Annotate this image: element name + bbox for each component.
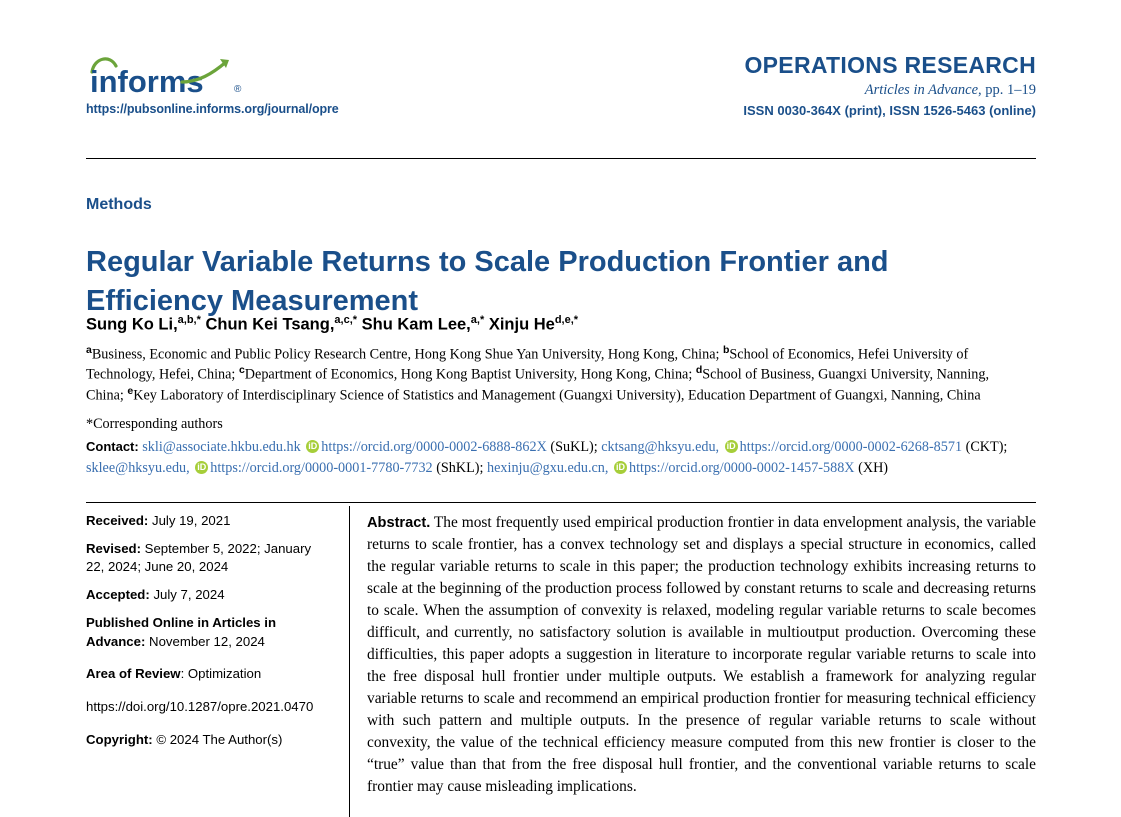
orcid-link[interactable]: https://orcid.org/0000-0002-1457-588X: [629, 460, 855, 477]
orcid-icon: [614, 461, 627, 474]
abstract-block: [367, 512, 1036, 798]
copyright-meta: [86, 731, 331, 750]
orcid-link[interactable]: https://orcid.org/0000-0001-7780-7732: [210, 460, 433, 477]
revised-value: September 5, 2022; January 22, 2024; June 20, 2024: [86, 540, 312, 575]
page-title: Regular Variable Returns to Scale Production Frontier and Efficiency Measurement: [86, 246, 889, 317]
email-link[interactable]: hexinju@gxu.edu.cn,: [487, 460, 609, 477]
articles-in-advance-label: Articles in Advance: [864, 82, 978, 98]
orcid-icon: [195, 461, 208, 474]
publisher-logo-block: [86, 52, 386, 116]
svg-text:informs: informs: [90, 64, 204, 98]
published-value: November 12, 2024: [149, 633, 265, 649]
received-label: Received:: [86, 513, 149, 528]
abstract-label: Abstract.: [367, 515, 431, 531]
orcid-owner: (ShKL);: [436, 460, 484, 477]
orcid-owner: (CKT);: [965, 439, 1008, 455]
corresponding-author-note: *Corresponding authors: [86, 416, 223, 432]
revised-label: Revised:: [86, 540, 141, 556]
orcid-link[interactable]: https://orcid.org/0000-0002-6268-8571: [739, 439, 963, 455]
header-divider: [86, 158, 1036, 159]
copyright-label: Copyright:: [86, 731, 153, 747]
orcid-icon: [306, 440, 319, 453]
email-link[interactable]: skli@associate.hkbu.edu.hk: [142, 439, 301, 455]
email-link[interactable]: sklee@hksyu.edu,: [86, 460, 190, 477]
svg-text:®: ®: [234, 84, 242, 95]
orcid-owner: (SuKL);: [550, 439, 598, 455]
orcid-icon: [725, 440, 738, 453]
doi-link[interactable]: https://doi.org/10.1287/opre.2021.0470: [86, 699, 314, 715]
journal-url[interactable]: https://pubsonline.informs.org/journal/opre: [86, 102, 339, 116]
column-divider: [349, 506, 350, 817]
contact-block: [86, 437, 1036, 479]
copyright-value: © 2024 The Author(s): [156, 731, 283, 747]
accepted-value: July 7, 2024: [153, 587, 225, 603]
contact-label: Contact:: [86, 439, 139, 454]
article-metadata: [86, 512, 331, 759]
page-range: , pp. 1–19: [978, 82, 1036, 98]
journal-identity: [476, 52, 1036, 118]
informs-logo-icon: [86, 52, 246, 96]
email-link[interactable]: cktsang@hksyu.edu,: [601, 439, 720, 455]
area-of-review-label: Area of Review: [86, 666, 181, 682]
received-value: July 19, 2021: [151, 513, 231, 528]
published-label: Published Online in Articles in Advance:: [86, 614, 277, 649]
accepted-label: Accepted:: [86, 587, 150, 603]
orcid-link[interactable]: https://orcid.org/0000-0002-6888-862X: [321, 439, 547, 455]
author-list: Sung Ko Li,$^{a,b,*}$ Chun Kei Tsang,$^{a,c,*}$ Shu Kam Lee,$^{a,*}$ Xinju $He^{d,e,*}$: [86, 314, 579, 334]
journal-title: OPERATIONS RESEARCH: [744, 52, 1036, 78]
article-section-kicker: Methods: [86, 196, 152, 213]
published-meta: [86, 614, 331, 651]
contact-links: [86, 439, 1007, 476]
area-of-review-value: : Optimization: [180, 666, 262, 682]
area-of-review-meta: [86, 665, 331, 684]
revised-meta: [86, 540, 331, 577]
journal-articles-in-advance: [476, 82, 1036, 99]
journal-issn: ISSN 0030-364X (print), ISSN 1526-5463 (online): [743, 103, 1036, 118]
abstract-text: The most frequently used empirical production frontier in data envelopment analysis, the variable returns to scale frontier, has a convex technology set and displays a special structure in economics, called the regular variable returns to scale in this paper; the production technology exhibits increasing returns to scale at the beginning of the production process followed by constant returns to scale and decreasing returns to scale. When the assumption of convexity is relaxed, modeling regular variable returns to scale becomes difficult, and currently, no satisfactory solution is available in multioutput production. Overcoming these difficulties, this paper adopts a suggestion in literature to incorporate regular variable returns to scale into the free disposal hull frontier under multiple outputs. We establish a framework for analyzing regular variable returns to scale and recommend an empirical production frontier for measuring technical efficiency with such pattern and multiple outputs. In the presence of regular variable returns to scale without convexity, the value of the technical efficiency measure computed from this new frontier is closer to the “true” value than that from the free disposal hull frontier, and the conventional variable returns to scale frontier may cause misleading implications.: [367, 514, 1036, 796]
received-meta: [86, 512, 331, 531]
abstract-divider: [86, 502, 1036, 503]
accepted-meta: [86, 586, 331, 605]
page-header: [86, 52, 1036, 132]
orcid-owner: (XH): [858, 460, 889, 477]
affiliation-list: $^a$Business, Economic and Public Policy Research Centre, Hong Kong Shue Yan University, Hong Kong, China; $^b$School of Economics, Hefei University of Technology, Hefei, China; $^c$Department of Economics, Hong Kong Baptist University, Hong Kong, China; $^d$School of Business, Guangxi University, Nanning, China; $^e$Key Laboratory of Interdisciplinary Science of Statistics and Management (Guangxi University), Education Department of Guangxi, Nanning, China: [86, 344, 990, 404]
